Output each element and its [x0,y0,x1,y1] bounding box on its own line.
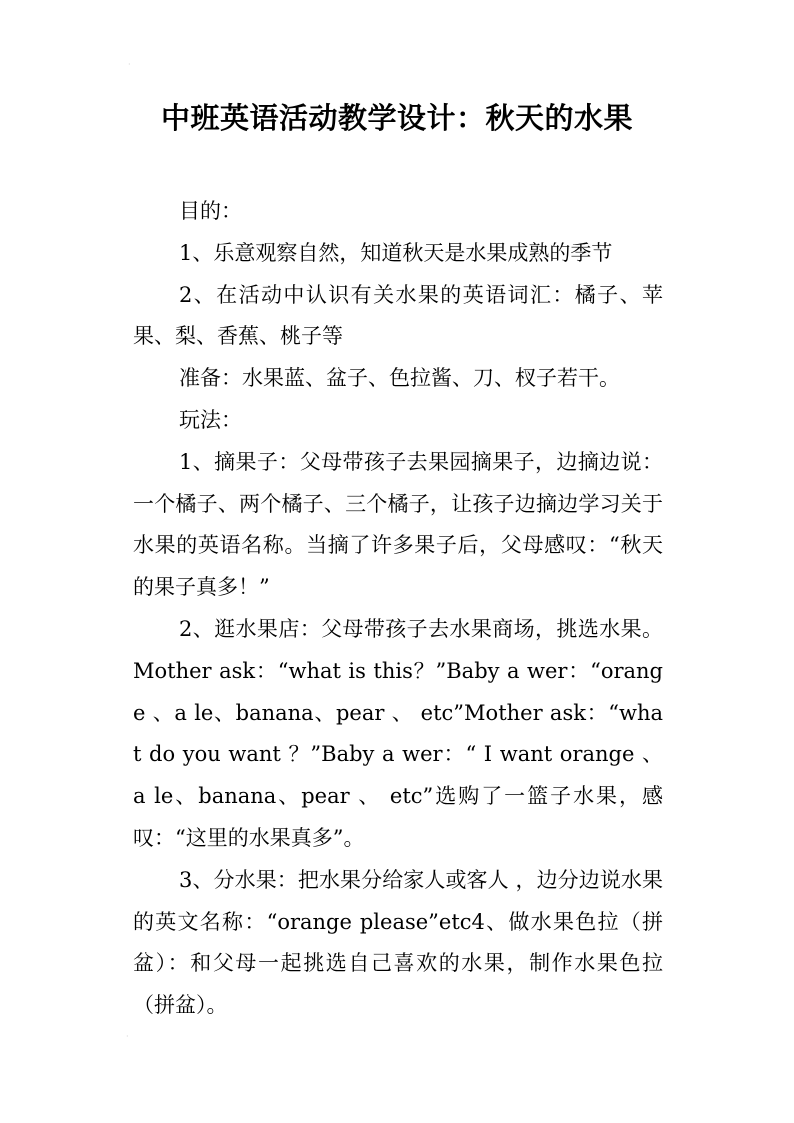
document-body [133,191,663,1027]
paragraph-method-2: 2、逛水果店：父母带孩子去水果商场，挑选水果。Mother ask：“what is this？”Baby a wer：“orange 、a le、banana、pear 、 etc”Mother ask：“what do you want ？”Baby a wer：“ I want orange 、a le、banana、pear 、 etc”选购了一篮子水果，感叹：“这里的水果真多”。 [133,616,663,850]
paragraph-objective-2: 2、在活动中认识有关水果的英语词汇：橘子、苹果、梨、香蕉、桃子等 [133,282,663,349]
paragraph-method-heading: 玩法： [179,407,242,432]
paragraph-method-3: 3、分水果：把水果分给家人或客人 ，边分边说水果的英文名称：“orange please”etc4、做水果色拉（拼盆）：和父母一起挑选自己喜欢的水果，制作水果色拉（拼盆）。 [133,867,663,1018]
paragraph-objective-1: 1、乐意观察自然，知道秋天是水果成熟的季节 [179,240,613,265]
paragraph-method-1: 1、摘果子：父母带孩子去果园摘果子，边摘边说：一个橘子、两个橘子、三个橘子，让孩子边摘边学习关于水果的英语名称。当摘了许多果子后，父母感叹：“秋天的果子真多！” [133,449,663,600]
paragraph-objective-heading: 目的： [179,199,242,223]
page-title: 中班英语活动教学设计：秋天的水果 [160,101,633,135]
paragraph-preparation: 准备：水果蓝、盆子、色拉酱、刀、杈子若干。 [179,366,620,391]
corner-mark: · [126,1032,129,1041]
corner-mark: · [128,60,131,69]
